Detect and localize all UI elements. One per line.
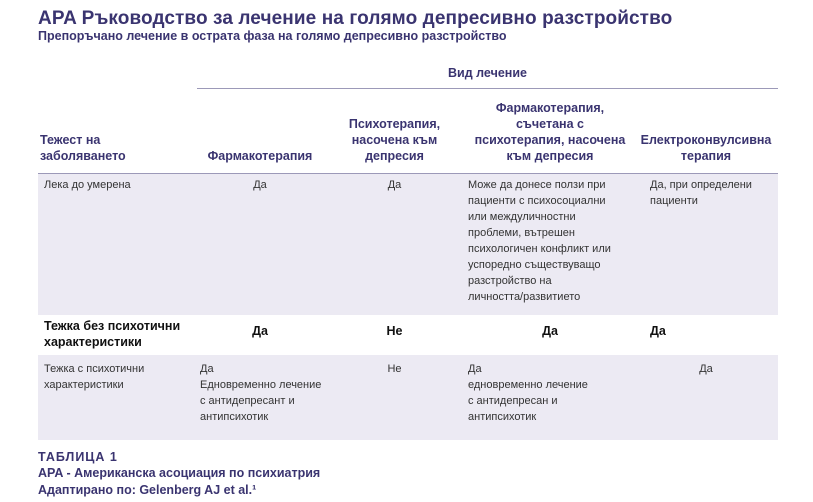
- page-title: APA Ръководство за лечение на голямо депресивно разстройство: [38, 8, 673, 29]
- col-header-combined: [466, 100, 634, 164]
- col-header-line: Тежест на: [40, 133, 101, 147]
- cell-line: Да: [699, 363, 713, 375]
- cell-line: пациенти: [650, 195, 698, 207]
- cell-line: Може да донесе ползи при: [468, 179, 606, 191]
- cell-severity: [44, 318, 200, 350]
- cell-line: успоредно съществуващо: [468, 259, 601, 271]
- source-note: Адаптирано по: Gelenberg AJ et al.¹: [38, 483, 257, 497]
- cell-line: Не: [387, 363, 402, 375]
- cell-severity: [44, 361, 194, 393]
- table-row-mild-moderate: [38, 174, 778, 315]
- cell-combined: [468, 361, 640, 425]
- table-row-severe-no-psychotic: [38, 315, 778, 355]
- cell-line: Тежка без психотични: [44, 319, 181, 333]
- cell-psychotherapy: [323, 323, 466, 339]
- cell-psychotherapy: [323, 177, 466, 193]
- cell-line: Лека до умерена: [44, 179, 131, 191]
- col-header-line: депресия: [365, 149, 424, 163]
- cell-ect: [650, 177, 778, 209]
- cell-line: характеристики: [44, 335, 142, 349]
- col-header-line: терапия: [680, 149, 732, 163]
- table-row-severe-psychotic: [38, 355, 778, 440]
- cell-pharmacotherapy: [197, 177, 323, 193]
- cell-line: антипсихотик: [200, 411, 269, 423]
- cell-ect: [634, 361, 778, 377]
- col-header-line: Психотерапия,: [348, 117, 441, 131]
- cell-line: проблеми, вътрешен: [468, 227, 575, 239]
- cell-psychotherapy: [323, 361, 466, 377]
- cell-line: характеристики: [44, 379, 124, 391]
- cell-severity: [44, 177, 194, 193]
- cell-line: Да: [650, 324, 666, 338]
- cell-ect: [650, 323, 778, 339]
- abbreviation-note: APA - Американска асоциация по психиатрия: [38, 466, 321, 480]
- cell-line: едновременно лечение: [468, 379, 588, 391]
- col-header-psychotherapy: [323, 116, 466, 164]
- cell-line: с антидепресант и: [200, 395, 295, 407]
- col-header-severity: [40, 132, 190, 164]
- col-header-ect: [634, 132, 778, 164]
- cell-line: Да, при определени: [650, 179, 752, 191]
- cell-line: антипсихотик: [468, 411, 537, 423]
- cell-line: Да: [387, 179, 402, 191]
- cell-line: или междуличностни: [468, 211, 576, 223]
- col-header-line: Фармакотерапия: [207, 149, 313, 163]
- page-subtitle: Препоръчано лечение в острата фаза на голямо депресивно разстройство: [38, 29, 507, 43]
- treatment-group-header: Вид лечение: [448, 66, 527, 80]
- col-header-line: Фармакотерапия,: [495, 101, 605, 115]
- cell-combined: [468, 177, 640, 305]
- col-header-line: към депресия: [506, 149, 594, 163]
- col-header-line: заболяването: [40, 149, 126, 163]
- cell-line: Тежка с психотични: [44, 363, 145, 375]
- col-header-pharmacotherapy: [197, 148, 323, 164]
- cell-line: Да: [468, 363, 482, 375]
- cell-line: Да: [253, 179, 267, 191]
- cell-line: Да: [542, 324, 558, 338]
- col-header-line: насочена към: [351, 133, 438, 147]
- table-label: ТАБЛИЦА 1: [38, 450, 118, 464]
- col-header-line: Електроконвулсивна: [640, 133, 772, 147]
- col-header-line: психотерапия, насочена: [474, 133, 626, 147]
- cell-line: с антидепресан и: [468, 395, 558, 407]
- cell-line: Едновременно лечение: [200, 379, 322, 391]
- cell-line: личността/развитието: [468, 291, 581, 303]
- cell-line: Да: [252, 324, 268, 338]
- cell-pharmacotherapy: [197, 323, 323, 339]
- cell-line: Не: [386, 324, 403, 338]
- cell-combined: [466, 323, 634, 339]
- cell-line: пациенти с психосоциални: [468, 195, 606, 207]
- col-header-line: съчетана с: [516, 117, 584, 131]
- group-divider: [197, 88, 778, 89]
- cell-line: Да: [200, 363, 214, 375]
- cell-line: психологичен конфликт или: [468, 243, 611, 255]
- cell-line: разстройство на: [468, 275, 552, 287]
